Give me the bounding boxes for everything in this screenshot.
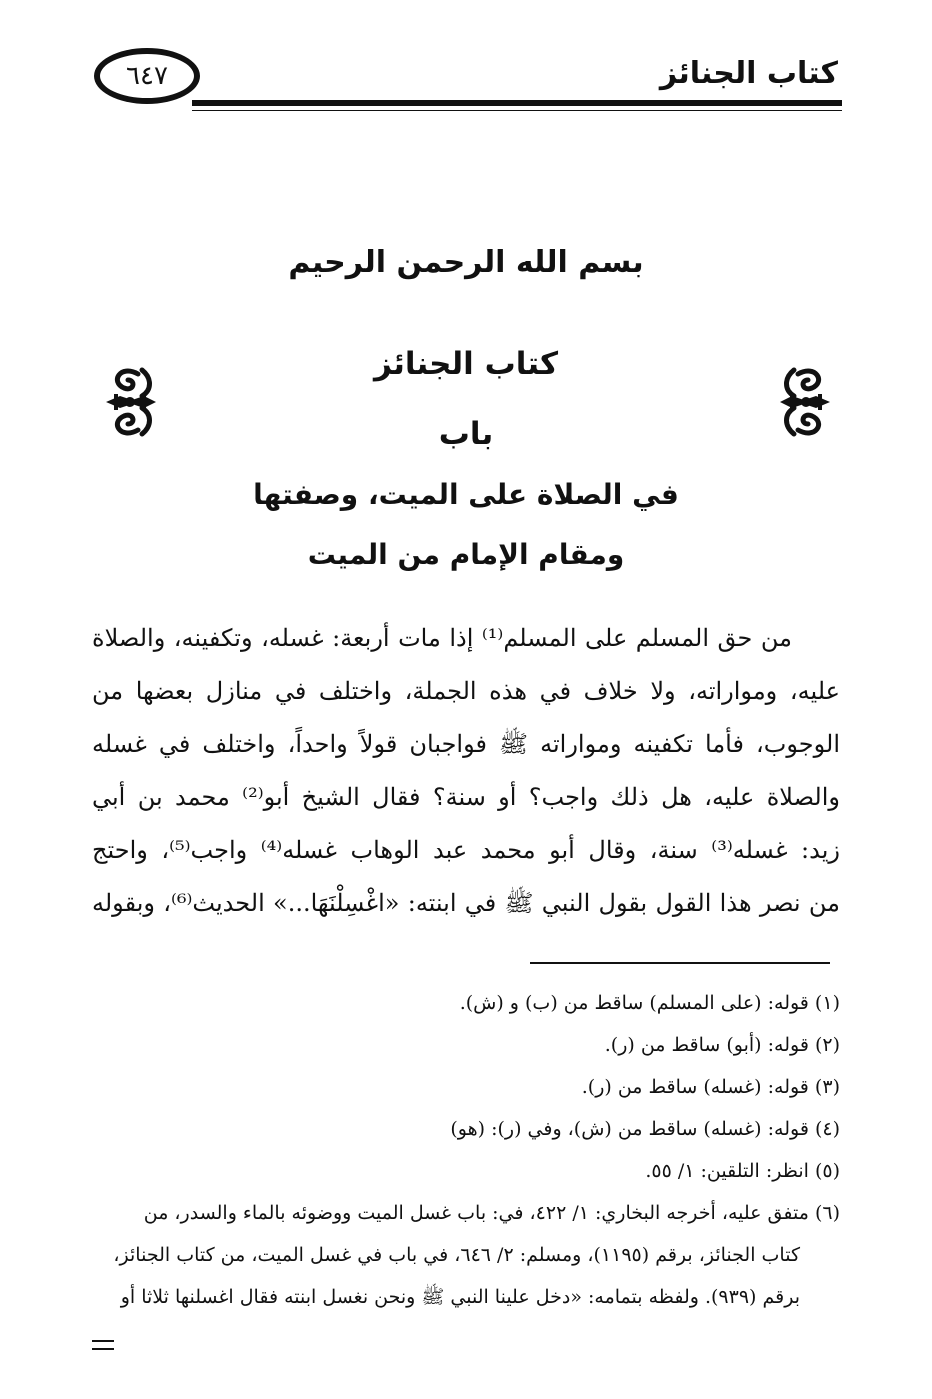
continuation-mark: [92, 1340, 114, 1350]
page-number: ٦٤٧: [126, 61, 168, 91]
footnote-6-continued: كتاب الجنائز، برقم (١١٩٥)، ومسلم: ٢/ ٦٤٦، في باب في غسل الميت، من كتاب الجنائز،: [113, 1244, 800, 1266]
footnote-4: (٤) قوله: (غسله) ساقط من (ش)، وفي (ر): (هو): [450, 1118, 840, 1140]
basmala: بسم الله الرحمن الرحيم: [288, 245, 644, 280]
footnote-6: (٦) متفق عليه، أخرجه البخاري: ١/ ٤٢٢، في: باب غسل الميت ووضوئه بالماء والسدر، من: [143, 1202, 840, 1224]
footnotes: [92, 982, 840, 1318]
body-line: من حق المسلم على المسلم⁽¹⁾ إذا مات أربعة: غسله، وتكفينه، والصلاة: [92, 624, 792, 652]
footnote-2: (٢) قوله: (أبو) ساقط من (ر).: [604, 1034, 840, 1056]
body-line: زيد: غسله⁽³⁾ سنة، وقال أبو محمد عبد الوهاب غسله⁽⁴⁾ واجب⁽⁵⁾، واحتج: [92, 836, 841, 864]
body-line: عليه، ومواراته، ولا خلاف في هذه الجملة، واختلف في منازل بعضها من: [92, 677, 841, 705]
footnote-5: (٥) انظر: التلقين: ١/ ٥٥.: [645, 1160, 840, 1182]
body-line: الوجوب، فأما تكفينه ومواراته ﷺ فواجبان قولاً واحداً، واختلف في غسله: [92, 730, 840, 758]
body-paragraph: [92, 612, 840, 930]
running-title: كتاب الجنائز: [652, 56, 838, 91]
body-line: والصلاة عليه، هل ذلك واجب؟ أو سنة؟ فقال الشيخ أبو⁽²⁾ محمد بن أبي: [92, 783, 841, 811]
book-title: كتاب الجنائز: [373, 346, 559, 382]
footnote-1: (١) قوله: (على المسلم) ساقط من (ب) و (ش).: [459, 992, 840, 1014]
footnote-3: (٣) قوله: (غسله) ساقط من (ر).: [581, 1076, 840, 1098]
header-rule-thin: [192, 110, 842, 111]
header-rule: [192, 100, 842, 106]
body-line: من نصر هذا القول بقول النبي ﷺ في ابنته: «اغْسِلْنَهَا...» الحديث⁽⁶⁾، وبقوله: [92, 889, 840, 917]
chapter-title-line-1: في الصلاة على الميت، وصفتها: [253, 478, 679, 511]
section-heading-bab: باب: [438, 416, 494, 452]
footnote-separator: [530, 962, 830, 964]
chapter-title-line-2: ومقام الإمام من الميت: [307, 538, 625, 571]
page-header: [92, 40, 842, 120]
footnote-6-continued: برقم (٩٣٩). ولفظه بتمامه: «دخل علينا النبي ﷺ ونحن نغسل ابنته فقال اغسلنها ثلاثا أو: [120, 1286, 800, 1308]
page-number-oval: [94, 48, 200, 104]
